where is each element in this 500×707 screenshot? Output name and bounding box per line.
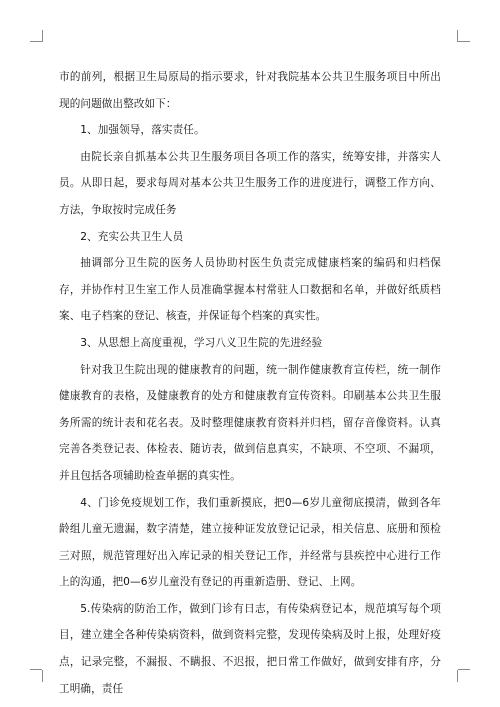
- crop-mark-top-left-horizontal: [30, 41, 42, 42]
- crop-mark-bottom-right-vertical: [457, 670, 458, 682]
- document-body: [59, 64, 441, 702]
- crop-mark-top-right-horizontal: [458, 41, 470, 42]
- paragraph-intro: 市的前列，根据卫生局原局的指示要求，针对我院基本公共卫生服务项目中所出现的问题做出整改如下：: [59, 71, 441, 110]
- crop-mark-bottom-right-horizontal: [458, 669, 470, 670]
- heading-1: 1、加强领导，落实责任。: [80, 124, 205, 137]
- paragraph-3: 针对我卫生院出现的健康教育的问题，统一制作健康教育宣传栏，统一制作健康教育的表格，及健康教育的处方和健康教育宣传资料。印刷基本公共卫生服务所需的统计表和花名表。及时整理健康教育资料并归档，留存音像资料。认真完善各类登记表、体检表、随访表，做到信息真实，不缺项、不空项、不漏项，并且包括各项辅助检查单据的真实性。: [59, 363, 441, 482]
- crop-mark-top-left-vertical: [42, 30, 43, 42]
- heading-3: 3、从思想上高度重视，学习八义卫生院的先进经验: [80, 336, 323, 349]
- paragraph-4: 4、门诊免疫规划工作，我们重新摸底，把0—6岁儿童彻底摸清，做到各年龄组儿童无遗漏，数字清楚，建立接种证发放登记记录，相关信息、底册和预检三对照，规范管理好出入库记录的相关登记工作，并经常与县疾控中心进行工作上的沟通，把0—6岁儿童没有登记的再重新造册、登记、上网。: [59, 496, 441, 589]
- paragraph-1: 由院长亲自抓基本公共卫生服务项目各项工作的落实，统筹安排，并落实人员。从即日起，要求每周对基本公共卫生服务工作的进度进行，调整工作方向、方法，争取按时完成任务: [59, 150, 441, 216]
- paragraph-5: 5.传染病的防治工作，做到门诊有日志，有传染病登记本，规范填写每个项目，建立建全各种传染病资料，做到资料完整，发现传染病及时上报，处理好疫点，记录完整，不漏报、不瞒报、不迟报，把日常工作做好，做到安排有序，分工明确，责任: [59, 602, 441, 695]
- crop-mark-bottom-left-horizontal: [30, 669, 42, 670]
- heading-2: 2、充实公共卫生人员: [80, 230, 184, 243]
- crop-mark-bottom-left-vertical: [42, 670, 43, 682]
- paragraph-2: 抽调部分卫生院的医务人员协助村医生负责完成健康档案的编码和归档保存，并协作村卫生室工作人员准确掌握本村常驻人口数据和名单，并做好纸质档案、电子档案的登记、核查，并保证每个档案的真实性。: [59, 257, 441, 323]
